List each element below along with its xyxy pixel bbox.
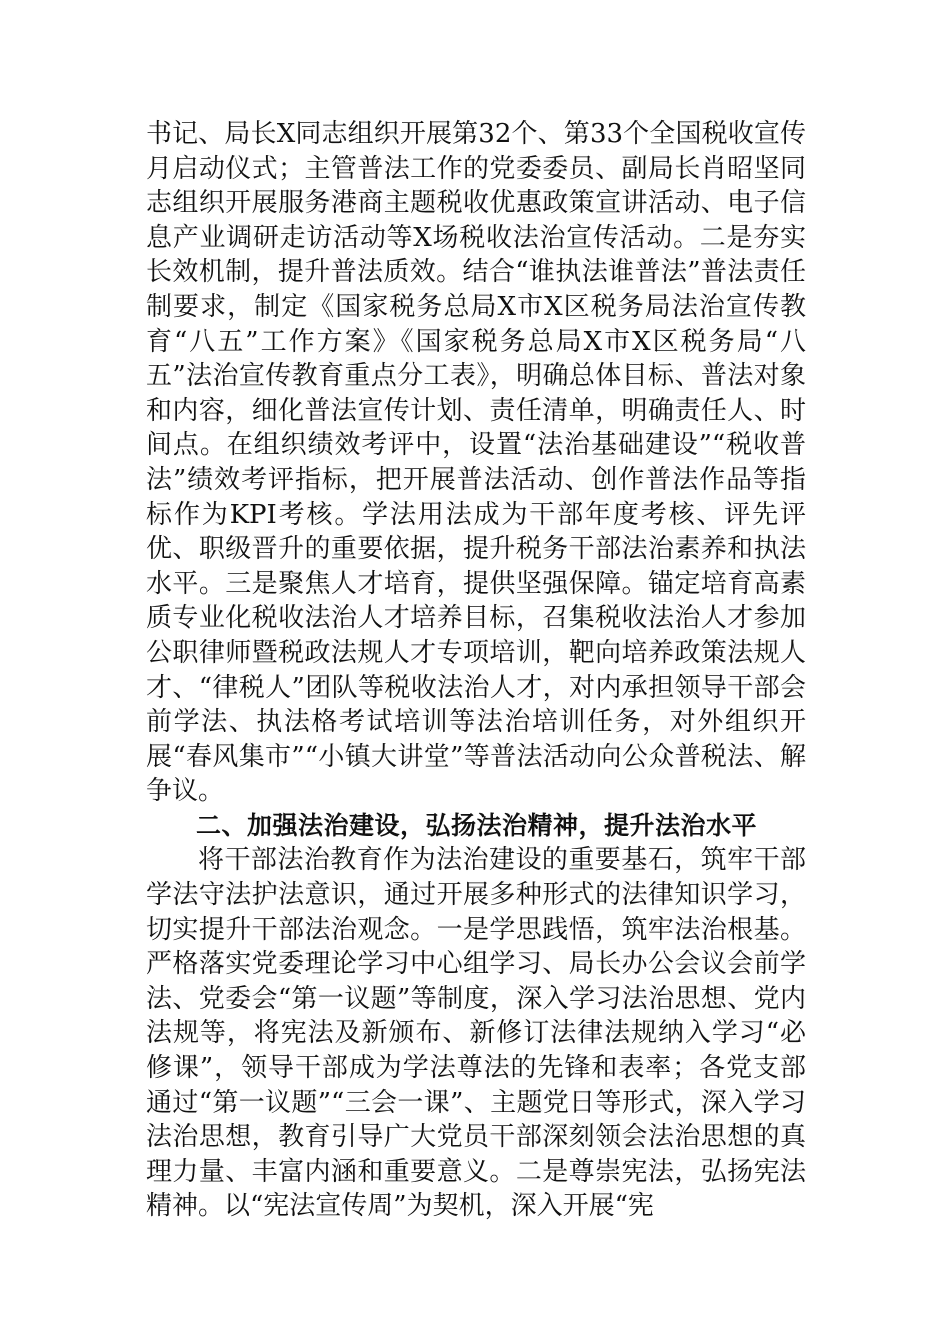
body-paragraph-continuation: 书记、局长X同志组织开展第32个、第33个全国税收宣传月启动仪式；主管普法工作的党委委员、副局长肖昭坚同志组织开展服务港商主题税收优惠政策宣讲活动、电子信息产业调研走访活动等X场税收法治宣传活动。二是夯实长效机制，提升普法质效。结合“谁执法谁普法”普法责任制要求，制定《国家税务总局X市X区税务局法治宣传教育“八五”工作方案》《国家税务总局X市X区税务局“八五”法治宣传教育重点分工表》，明确总体目标、普法对象和内容，细化普法宣传计划、责任清单，明确责任人、时间点。在组织绩效考评中，设置“法治基础建设”“税收普法”绩效考评指标，把开展普法活动、创作普法作品等指标作为KPI考核。学法用法成为干部年度考核、评先评优、职级晋升的重要依据，提升税务干部法治素养和执法水平。三是聚焦人才培育，提供坚强保障。锚定培育高素质专业化税收法治人才培养目标，召集税收法治人才参加公职律师暨税政法规人才专项培训，靶向培养政策法规人才、“律税人”团队等税收法治人才，对内承担领导干部会前学法、执法格考试培训等法治培训任务，对外组织开展“春风集市”“小镇大讲堂”等普法活动向公众普税法、解争议。 — [146, 119, 806, 807]
body-paragraph-section-2: 将干部法治教育作为法治建设的重要基石，筑牢干部学法守法护法意识，通过开展多种形式的法律知识学习，切实提升干部法治观念。一是学思践悟，筑牢法治根基。严格落实党委理论学习中心组学习、局长办公会议会前学法、党委会“第一议题”等制度，深入学习法治思想、党内法规等，将宪法及新颁布、新修订法律法规纳入学习“必修课”，领导干部成为学法尊法的先锋和表率；各党支部通过“第一议题”“三会一课”、主题党日等形式，深入学习法治思想，教育引导广大党员干部深刻领会法治思想的真理力量、丰富内涵和重要意义。二是尊崇宪法，弘扬宪法精神。以“宪法宣传周”为契机，深入开展“宪 — [146, 845, 806, 1222]
document-body — [146, 117, 806, 1224]
section-heading-2: 二、加强法治建设，弘扬法治精神，提升法治水平 — [196, 810, 758, 840]
